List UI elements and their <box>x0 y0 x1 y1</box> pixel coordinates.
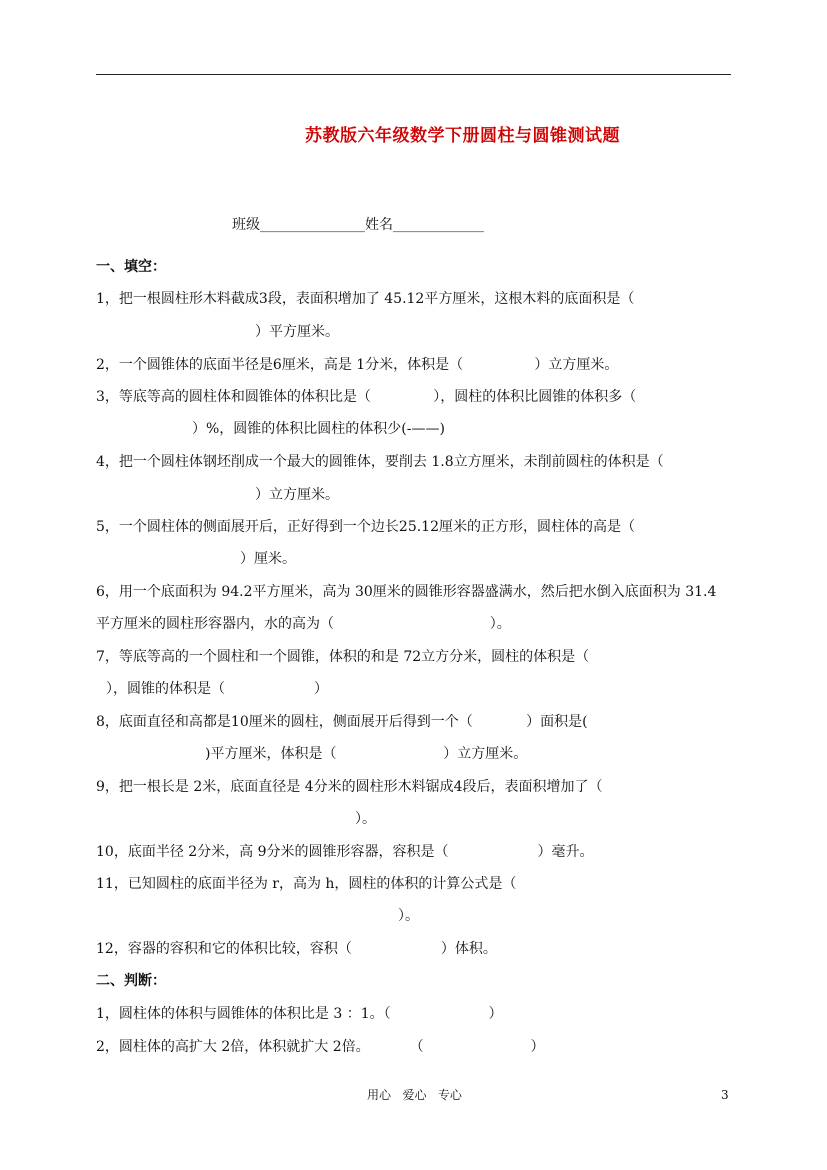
question-line: 12，容器的容积和它的体积比较，容积（ ）体积。 <box>96 941 497 957</box>
question-line: ）平方厘米。 <box>255 324 339 340</box>
question-line: 8，底面直径和高都是10厘米的圆柱，侧面展开后得到一个（ ）面积是( <box>96 714 588 730</box>
question-line: 10，底面半径 2分米，高 9分米的圆锥形容器，容积是（ ）毫升。 <box>96 844 594 860</box>
footer-motto: 用心 爱心 专心 <box>367 1088 462 1102</box>
question-line: 2，一个圆锥体的底面半径是6厘米，高是 1分米，体积是（ ）立方厘米。 <box>96 357 619 373</box>
question-line: 平方厘米的圆柱形容器内，水的高为（ ）。 <box>96 616 511 632</box>
question-line: 5，一个圆柱体的侧面展开后，正好得到一个边长25.12厘米的正方形，圆柱体的高是（ <box>96 519 635 535</box>
page-number: 3 <box>721 1088 729 1102</box>
question-line: 1，把一根圆柱形木料截成3段，表面积增加了 45.12平方厘米，这根木料的底面积是（ <box>96 291 635 307</box>
section-heading-fill-in: 一、填空： <box>96 259 166 275</box>
question-line: )平方厘米，体积是（ ）立方厘米。 <box>205 746 528 762</box>
question-line: 9，把一根长是 2米，底面直径是 4分米的圆柱形木料锯成4段后，表面积增加了（ <box>96 779 603 795</box>
question-line: 3，等底等高的圆柱体和圆锥体的体积比是（ ），圆柱的体积比圆锥的体积多（ <box>96 389 637 405</box>
student-info-line: 班级_______________姓名_____________ <box>232 217 484 233</box>
question-line: 6，用一个底面积为 94.2平方厘米，高为 30厘米的圆锥形容器盛满水，然后把水倒入底面积为 31.4 <box>96 584 717 600</box>
question-line: 11，已知圆柱的底面半径为 r，高为 h，圆柱的体积的计算公式是（ <box>96 876 517 892</box>
question-line: 1，圆柱体的体积与圆锥体的体积比是 3 ：1。（ ） <box>96 1006 503 1022</box>
header-rule <box>96 74 731 75</box>
question-line: ）厘米。 <box>240 551 296 567</box>
page-title: 苏教版六年级数学下册圆柱与圆锥测试题 <box>305 126 620 146</box>
question-line: ）。 <box>398 908 419 924</box>
section-heading-true-false: 二、判断： <box>96 973 166 989</box>
question-line: ），圆锥的体积是（ ） <box>106 681 329 697</box>
question-line: 4，把一个圆柱体钢坯削成一个最大的圆锥体，要削去 1.8立方厘米，未削前圆柱的体积是（ <box>96 454 664 470</box>
question-line: ）立方厘米。 <box>255 487 339 503</box>
question-line: 2，圆柱体的高扩大 2倍，体积就扩大 2倍。 （ ） <box>96 1039 545 1055</box>
question-line: ）%，圆锥的体积比圆柱的体积少(-——) <box>192 421 445 437</box>
question-line: 7，等底等高的一个圆柱和一个圆锥，体积的和是 72立方分米，圆柱的体积是（ <box>96 649 590 665</box>
question-line: ）。 <box>355 811 376 827</box>
